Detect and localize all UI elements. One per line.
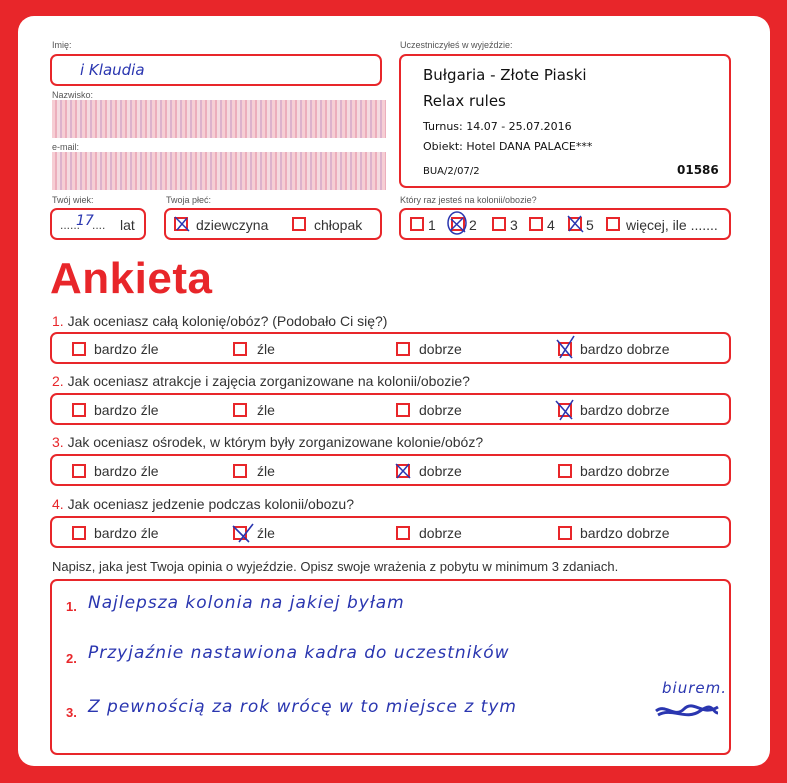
age-unit: lat	[120, 217, 135, 233]
q3-option-good: dobrze	[419, 463, 462, 479]
times-checkbox-5[interactable]	[568, 217, 582, 231]
q3-option-bad: źle	[257, 463, 275, 479]
q3-option-very-good: bardzo dobrze	[580, 463, 670, 479]
q2-option-very-bad: bardzo źle	[94, 402, 159, 418]
email-redacted	[52, 152, 386, 190]
times-field	[399, 208, 731, 240]
q1-option-bad: źle	[257, 341, 275, 357]
trip-program: Relax rules	[423, 92, 506, 110]
age-field[interactable]	[50, 208, 146, 240]
q3-checkbox-bad[interactable]	[233, 464, 247, 478]
times-checkbox-more[interactable]	[606, 217, 620, 231]
times-checkbox-3[interactable]	[492, 217, 506, 231]
q2-option-very-good: bardzo dobrze	[580, 402, 670, 418]
gender-option-girl: dziewczyna	[196, 217, 269, 233]
question-2	[52, 373, 470, 389]
times-checkbox-4[interactable]	[529, 217, 543, 231]
q3-checkbox-very-bad[interactable]	[72, 464, 86, 478]
gender-label: Twoja płeć:	[166, 195, 212, 205]
q4-checkbox-bad[interactable]	[233, 526, 247, 540]
trip-turnus: Turnus: 14.07 - 25.07.2016	[423, 120, 572, 133]
trip-destination: Bułgaria - Złote Piaski	[423, 66, 587, 84]
survey-title: Ankieta	[50, 254, 213, 303]
q1-checkbox-very-good[interactable]	[558, 342, 572, 356]
age-dots-left: ......	[60, 218, 81, 232]
question-1-text: Jak oceniasz całą kolonię/obóz? (Podobało Ci się?)	[67, 313, 388, 329]
gender-option-boy: chłopak	[314, 217, 363, 233]
opinion-line-1: Najlepsza kolonia na jakiej byłam	[88, 593, 405, 613]
q2-checkbox-bad[interactable]	[233, 403, 247, 417]
trip-object: Obiekt: Hotel DANA PALACE***	[423, 140, 593, 153]
opinion-line-2: Przyjaźnie nastawiona kadra do uczestników	[88, 643, 510, 663]
last-name-redacted	[52, 100, 386, 138]
question-3-options	[50, 454, 731, 486]
email-label: e-mail:	[52, 142, 80, 152]
q2-option-good: dobrze	[419, 402, 462, 418]
times-option-3: 3	[510, 217, 518, 233]
times-checkbox-2[interactable]	[451, 217, 465, 231]
q1-checkbox-bad[interactable]	[233, 342, 247, 356]
q4-option-very-good: bardzo dobrze	[580, 525, 670, 541]
first-name-label: Imię:	[52, 40, 72, 50]
question-2-options	[50, 393, 731, 425]
times-option-5: 5	[586, 217, 594, 233]
times-option-4: 4	[547, 217, 555, 233]
opinion-line-2-number: 2.	[66, 651, 77, 666]
q4-option-very-bad: bardzo źle	[94, 525, 159, 541]
opinion-prompt: Napisz, jaka jest Twoja opinia o wyjeździe. Opisz swoje wrażenia z pobytu w minimum 3 zdaniach.	[52, 559, 619, 574]
question-3-number: 3.	[52, 434, 64, 450]
q1-option-good: dobrze	[419, 341, 462, 357]
times-option-more: więcej, ile .......	[626, 217, 718, 233]
age-dots-right: ....	[92, 218, 106, 232]
trip-code: BUA/2/07/2	[423, 166, 480, 177]
q2-checkbox-very-good[interactable]	[558, 403, 572, 417]
survey-sheet	[18, 16, 770, 766]
q3-checkbox-very-good[interactable]	[558, 464, 572, 478]
q4-checkbox-good[interactable]	[396, 526, 410, 540]
q2-checkbox-very-bad[interactable]	[72, 403, 86, 417]
gender-checkbox-boy[interactable]	[292, 217, 306, 231]
question-4-text: Jak oceniasz jedzenie podczas kolonii/obozu?	[67, 496, 354, 512]
first-name-field[interactable]	[50, 54, 382, 86]
q3-option-very-bad: bardzo źle	[94, 463, 159, 479]
question-4-number: 4.	[52, 496, 64, 512]
question-4	[52, 496, 354, 512]
q4-option-bad: źle	[257, 525, 275, 541]
trip-number: 01586	[677, 163, 719, 177]
question-4-options	[50, 516, 731, 548]
opinion-line-3-number: 3.	[66, 705, 77, 720]
question-3-text: Jak oceniasz ośrodek, w którym były zorganizowane kolonie/obóz?	[67, 434, 484, 450]
gender-checkbox-girl[interactable]	[174, 217, 188, 231]
scribble-crossout	[652, 699, 722, 723]
participant-label: Uczestniczyłeś w wyjeździe:	[400, 40, 513, 50]
opinion-line-3: Z pewnością za rok wrócę w to miejsce z tym	[88, 697, 517, 717]
q3-checkbox-good[interactable]	[396, 464, 410, 478]
times-option-2: 2	[469, 217, 477, 233]
q2-checkbox-good[interactable]	[396, 403, 410, 417]
opinion-textarea[interactable]	[50, 579, 731, 755]
q4-option-good: dobrze	[419, 525, 462, 541]
age-label: Twój wiek:	[52, 195, 94, 205]
question-2-text: Jak oceniasz atrakcje i zajęcia zorganizowane na kolonii/obozie?	[67, 373, 470, 389]
q1-option-very-bad: bardzo źle	[94, 341, 159, 357]
q1-checkbox-good[interactable]	[396, 342, 410, 356]
last-name-label: Nazwisko:	[52, 90, 94, 100]
gender-field	[164, 208, 382, 240]
q2-option-bad: źle	[257, 402, 275, 418]
trip-info-box	[399, 54, 731, 188]
q1-checkbox-very-bad[interactable]	[72, 342, 86, 356]
question-1-options	[50, 332, 731, 364]
opinion-line-1-number: 1.	[66, 599, 77, 614]
q4-checkbox-very-good[interactable]	[558, 526, 572, 540]
opinion-line-3-extra: biurem.	[662, 679, 727, 697]
question-2-number: 2.	[52, 373, 64, 389]
age-value: 17	[76, 213, 94, 229]
q4-checkbox-very-bad[interactable]	[72, 526, 86, 540]
times-checkbox-1[interactable]	[410, 217, 424, 231]
question-3	[52, 434, 483, 450]
times-label: Który raz jesteś na kolonii/obozie?	[400, 195, 537, 205]
q1-option-very-good: bardzo dobrze	[580, 341, 670, 357]
times-option-1: 1	[428, 217, 436, 233]
question-1-number: 1.	[52, 313, 64, 329]
question-1	[52, 313, 387, 329]
first-name-value: i Klaudia	[80, 61, 145, 79]
